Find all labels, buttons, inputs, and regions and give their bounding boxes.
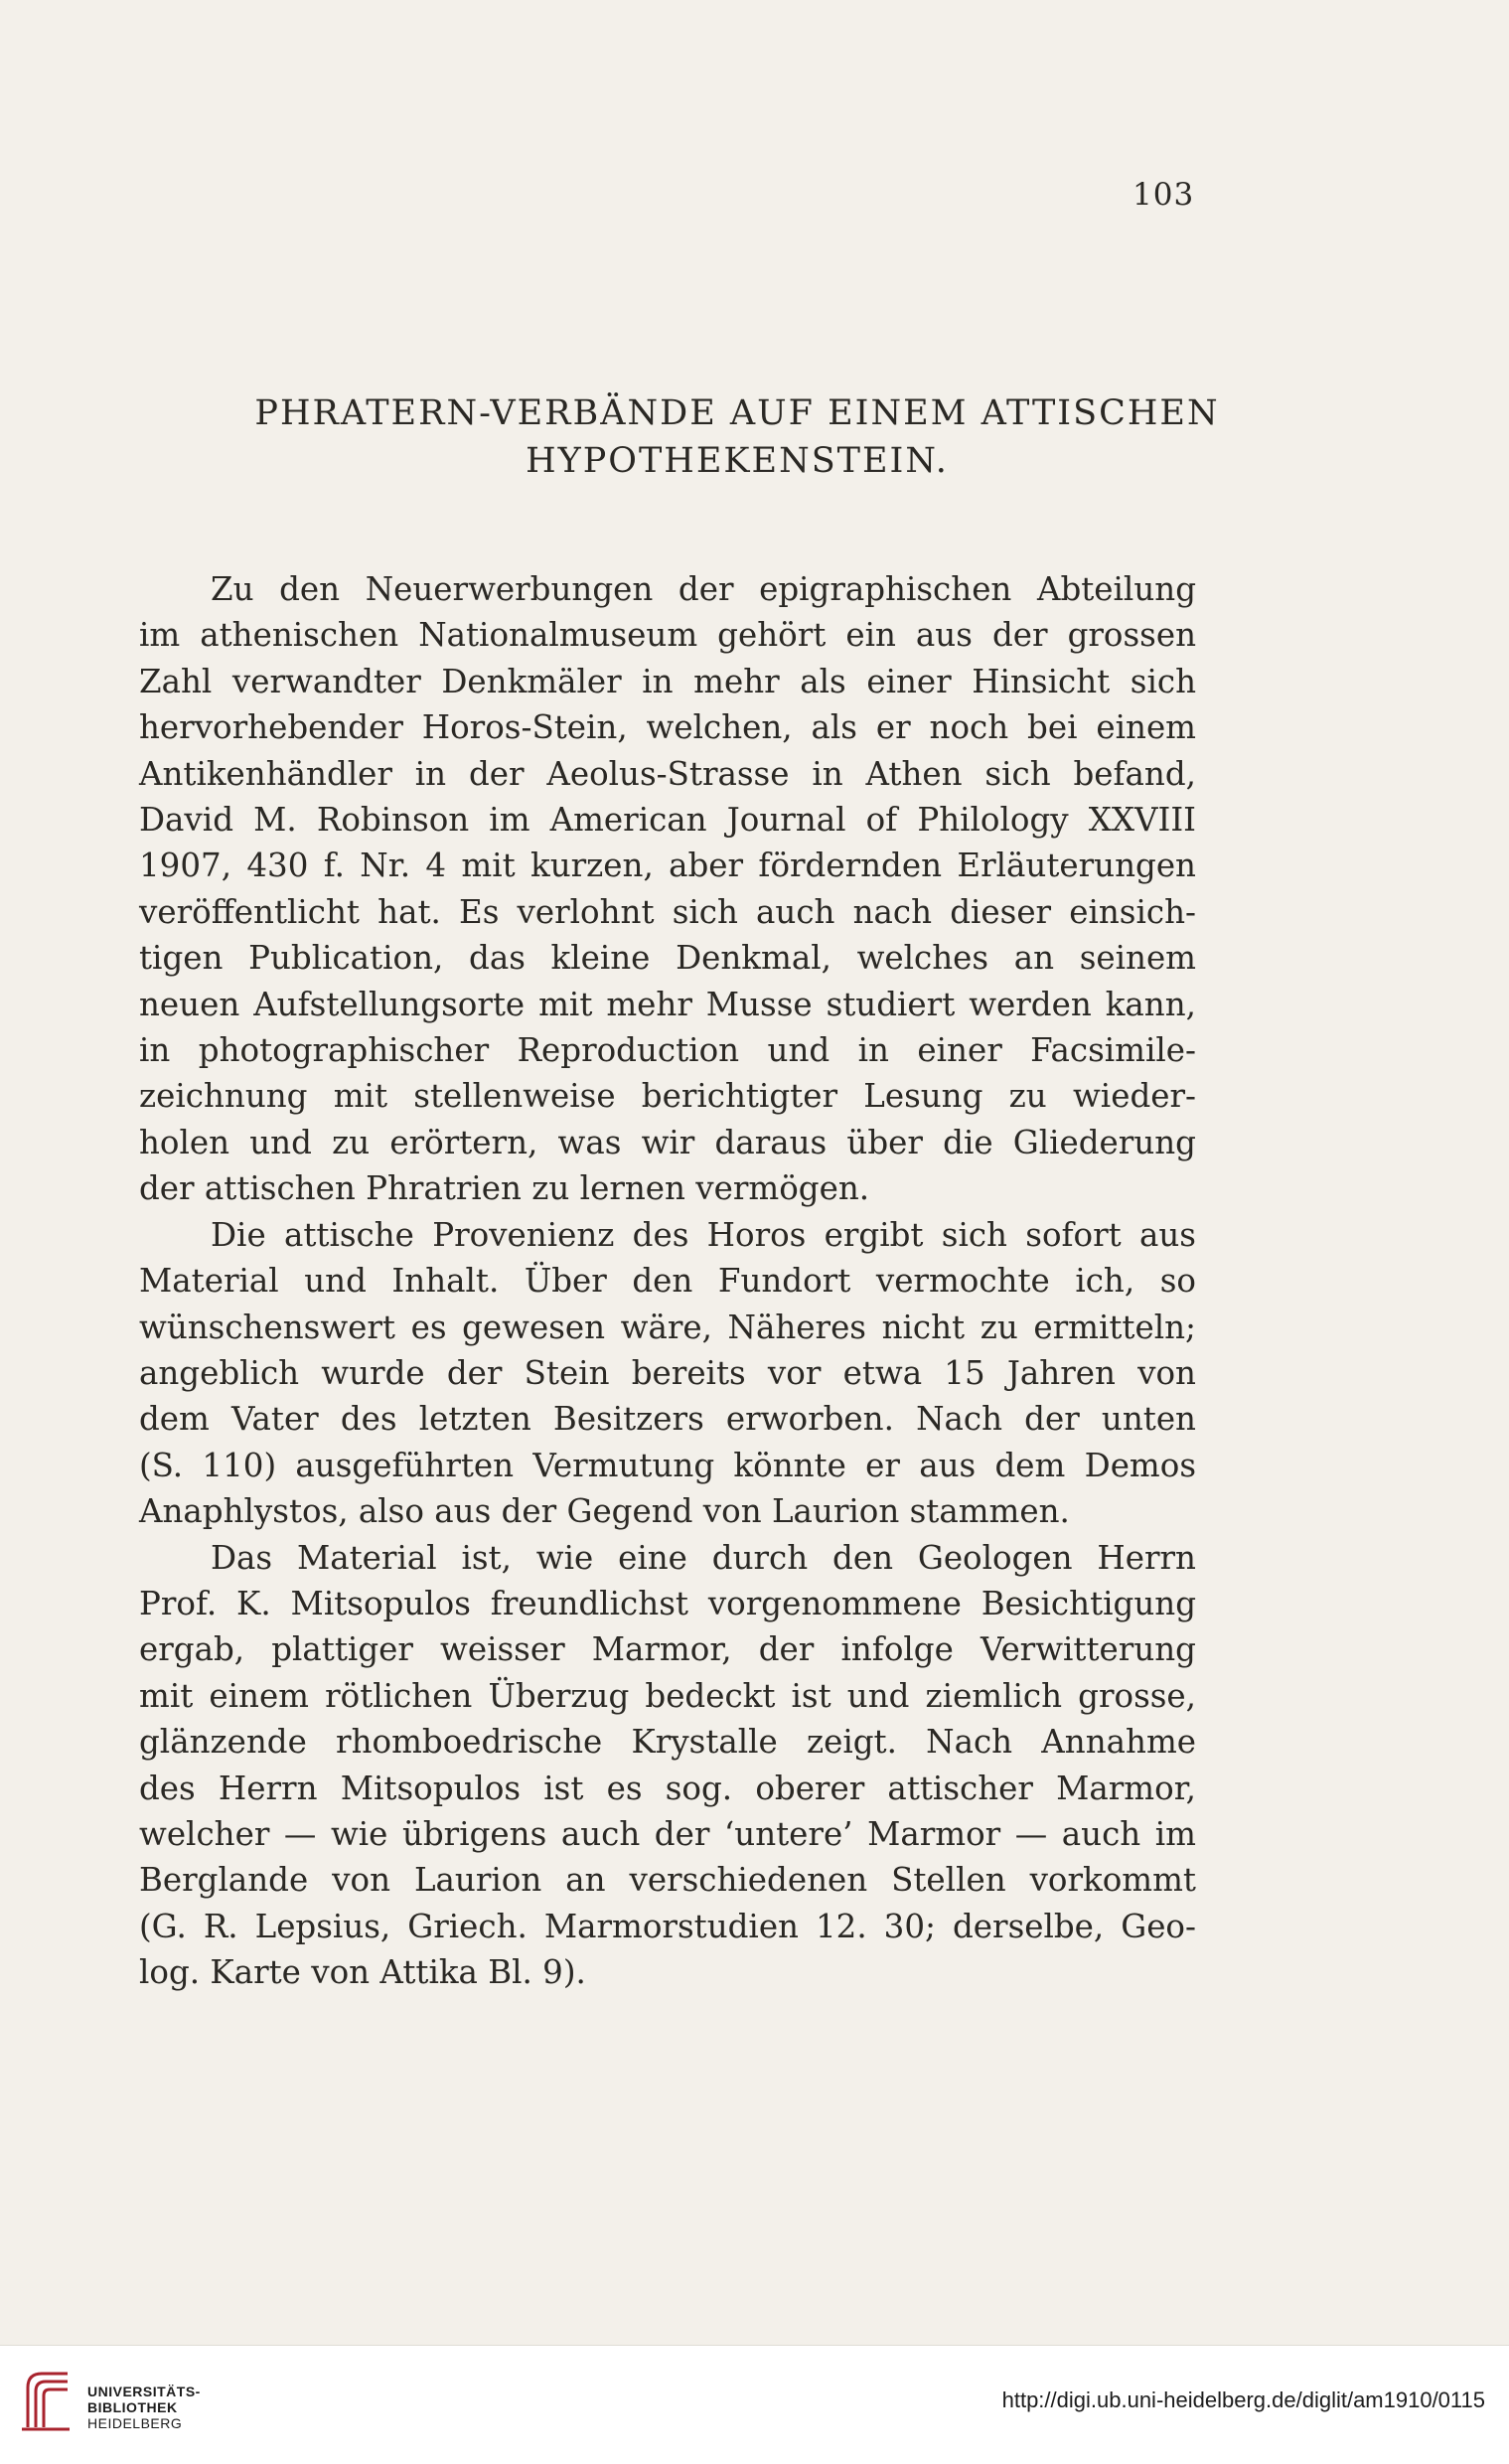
library-line: HEIDELBERG — [87, 2415, 183, 2431]
text-line: tigen Publication, das kleine Denkmal, welches an seinem — [139, 939, 1196, 978]
source-url-link[interactable]: http://digi.ub.uni-heidelberg.de/diglit/am1910/0115 — [1001, 2387, 1485, 2412]
text-line: zeichnung mit stellenweise berichtigter Lesung zu wieder- — [139, 1077, 1196, 1116]
paragraph-3 — [139, 1535, 1196, 1996]
text-line: (S. 110) ausgeführten Vermutung könnte er aus dem Demos — [139, 1446, 1196, 1484]
paragraph-1 — [139, 566, 1196, 1212]
text-line: des Herrn Mitsopulos ist es sog. oberer attischer Marmor, — [139, 1769, 1196, 1807]
title-line: HYPOTHEKENSTEIN. — [526, 441, 949, 481]
library-name — [87, 2384, 201, 2431]
text-line: ergab, plattiger weisser Marmor, der infolge Verwitterung — [139, 1630, 1196, 1669]
text-line: wünschenswert es gewesen wäre, Näheres nicht zu ermitteln; — [139, 1308, 1196, 1346]
text-line: Anaphlystos, also aus der Gegend von Laurion stammen. — [139, 1492, 1070, 1531]
text-line: Antikenhändler in der Aeolus-Strasse in Athen sich befand, — [139, 754, 1196, 793]
page-number: 103 — [1132, 177, 1195, 213]
text-line: welcher — wie übrigens auch der ‘untere’ Marmor — auch im — [139, 1814, 1196, 1853]
text-line: Berglande von Laurion an verschiedenen Stellen vorkommt — [139, 1861, 1196, 1900]
text-line: Die attische Provenienz des Horos ergibt sich sofort aus — [211, 1215, 1196, 1254]
text-line: (G. R. Lepsius, Griech. Marmorstudien 12. 30; derselbe, Geo- — [139, 1907, 1196, 1945]
paragraph-2 — [139, 1212, 1196, 1535]
text-line: David M. Robinson im American Journal of Philology XXVIII — [139, 801, 1196, 840]
text-line: mit einem rötlichen Überzug bedeckt ist und ziemlich grosse, — [139, 1676, 1196, 1715]
text-line: hervorhebender Horos-Stein, welchen, als er noch bei einem — [139, 708, 1196, 747]
text-line: Das Material ist, wie eine durch den Geologen Herrn — [211, 1538, 1196, 1577]
text-line: 1907, 430 f. Nr. 4 mit kurzen, aber fördernden Erläuterungen — [139, 847, 1196, 885]
text-line: neuen Aufstellungsorte mit mehr Musse studiert werden kann, — [139, 985, 1196, 1023]
title-line: PHRATERN-VERBÄNDE AUF EINEM ATTISCHEN — [254, 393, 1220, 433]
text-line: Material und Inhalt. Über den Fundort vermochte ich, so — [139, 1262, 1196, 1301]
article-title — [139, 389, 1335, 485]
library-line: BIBLIOTHEK — [87, 2399, 178, 2415]
text-line: angeblich wurde der Stein bereits vor etwa 15 Jahren von — [139, 1353, 1196, 1392]
text-line: Zahl verwandter Denkmäler in mehr als einer Hinsicht sich — [139, 662, 1196, 700]
text-line: holen und zu erörtern, was wir daraus über die Gliederung — [139, 1123, 1196, 1161]
footer-bar — [0, 2345, 1509, 2464]
text-line: der attischen Phratrien zu lernen vermögen. — [139, 1169, 870, 1208]
text-line: glänzende rhomboedrische Krystalle zeigt. Nach Annahme — [139, 1723, 1196, 1762]
text-line: in photographischer Reproduction und in einer Facsimile- — [139, 1031, 1196, 1070]
library-line: UNIVERSITÄTS- — [87, 2384, 201, 2399]
text-line: dem Vater des letzten Besitzers erworben. Nach der unten — [139, 1400, 1196, 1439]
ub-heidelberg-logo-icon — [18, 2366, 74, 2435]
text-line: veröffentlicht hat. Es verlohnt sich auch nach dieser einsich- — [139, 892, 1196, 931]
article-body — [139, 566, 1196, 1996]
text-line: log. Karte von Attika Bl. 9). — [139, 1953, 586, 1992]
text-line: Prof. K. Mitsopulos freundlichst vorgenommene Besichtigung — [139, 1584, 1196, 1622]
text-line: Zu den Neuerwerbungen der epigraphischen Abteilung — [211, 570, 1196, 608]
text-line: im athenischen Nationalmuseum gehört ein aus der grossen — [139, 616, 1196, 655]
